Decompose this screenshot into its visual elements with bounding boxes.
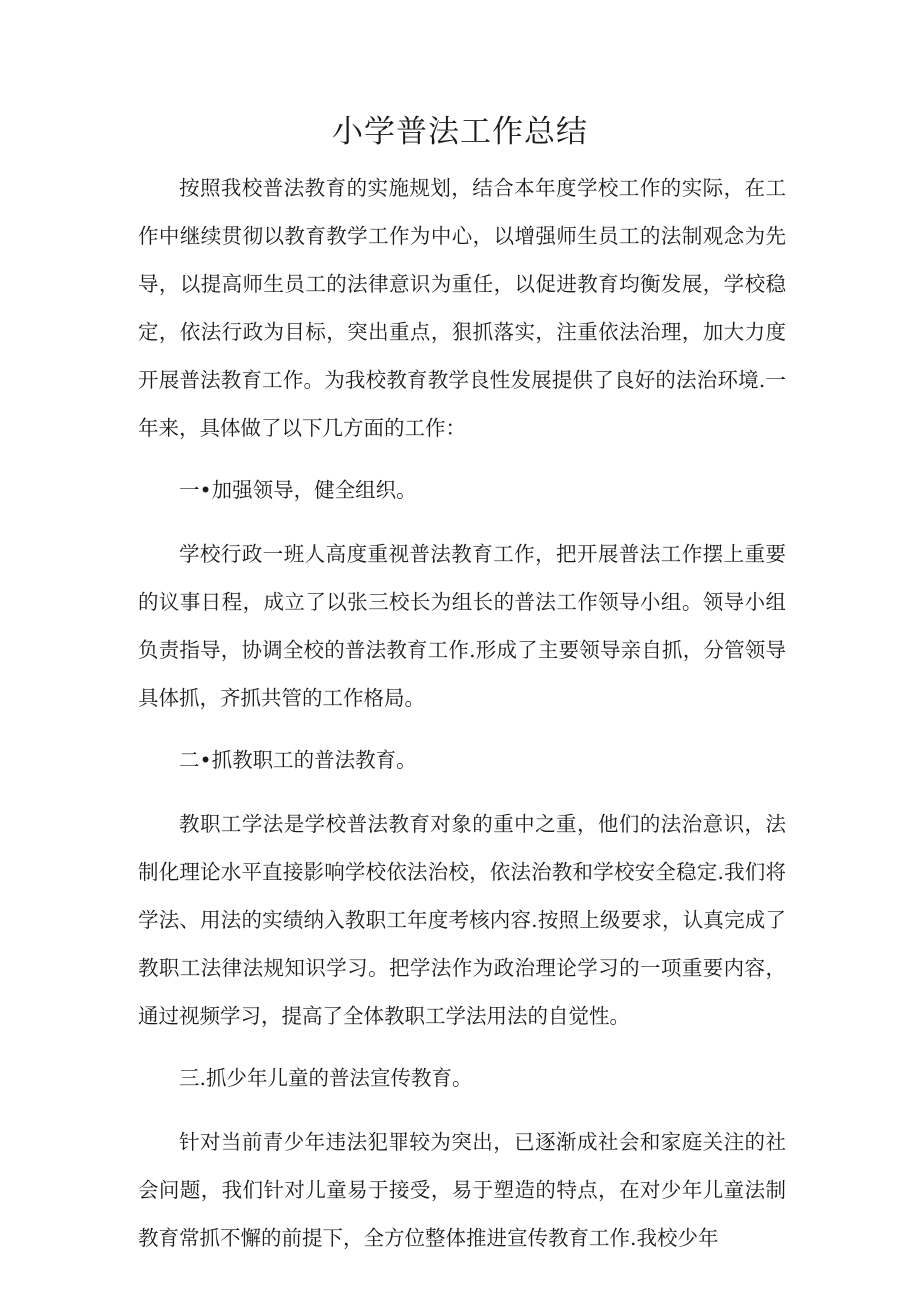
section-heading-3: 三.抓少年儿童的普法宣传教育。: [179, 1066, 473, 1090]
intro-paragraph: 按照我校普法教育的实施规划，结合本年度学校工作的实际，在工作中继续贯彻以教育教学工作为中心，以增强师生员工的法制观念为先导，以提高师生员工的法律意识为重任，以促进教育均衡发展，学校稳定，依法行政为目标，突出重点，狠抓落实，注重依法治理，加大力度开展普法教育工作。为我校教育教学良性发展提供了良好的法治环境.一年来，具体做了以下几方面的工作：: [138, 176, 786, 440]
section-body-3: 针对当前青少年违法犯罪较为突出，已逐渐成社会和家庭关注的社会问题，我们针对儿童易于接受，易于塑造的特点，在对少年儿童法制教育常抓不懈的前提下，全方位整体推进宣传教育工作.我校少年: [138, 1130, 786, 1250]
document-body: [138, 164, 786, 1262]
section-heading-2: 二•抓教职工的普法教育。: [179, 748, 417, 772]
section-body-1: 学校行政一班人高度重视普法教育工作，把开展普法工作摆上重要的议事日程，成立了以张三校长为组长的普法工作领导小组。领导小组负责指导，协调全校的普法教育工作.形成了主要领导亲自抓，分管领导具体抓，齐抓共管的工作格局。: [138, 542, 786, 710]
document-title: 小学普法工作总结: [332, 114, 588, 150]
section-heading-1: 一•加强领导，健全组织。: [179, 478, 417, 502]
section-body-2: 教职工学法是学校普法教育对象的重中之重，他们的法治意识，法制化理论水平直接影响学校依法治校，依法治教和学校安全稳定.我们将学法、用法的实绩纳入教职工年度考核内容.按照上级要求，认真完成了教职工法律法规知识学习。把学法作为政治理论学习的一项重要内容，通过视频学习，提高了全体教职工学法用法的自觉性。: [138, 812, 786, 1028]
